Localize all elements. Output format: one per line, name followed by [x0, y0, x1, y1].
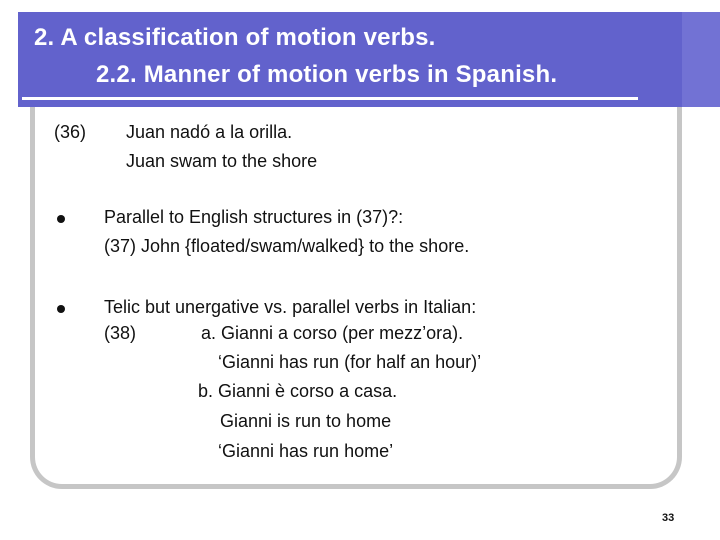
example-38-gloss-b: ‘Gianni has run home’ [218, 441, 394, 461]
example-38-gloss-a: ‘Gianni has run (for half an hour)’ [218, 352, 482, 372]
bullet-2-text: Telic but unergative vs. parallel verbs in Italian: [104, 297, 477, 317]
title-underline [22, 97, 638, 100]
bullet-1-example: (37) John {floated/swam/walked} to the shore. [104, 236, 470, 256]
slide-title-line2: 2.2. Manner of motion verbs in Spanish. [96, 61, 558, 88]
example-38-literal-b: Gianni is run to home [220, 411, 392, 431]
example-38-number: (38) [104, 323, 137, 343]
example-36-english: Juan swam to the shore [126, 151, 318, 171]
title-bar-edge [682, 12, 720, 107]
example-36-spanish: Juan nadó a la orilla. [126, 122, 293, 142]
example-36-number: (36) [54, 122, 87, 142]
slide-title-line1: 2. A classification of motion verbs. [34, 24, 436, 51]
bullet-1-text: Parallel to English structures in (37)?: [104, 207, 404, 227]
bullet-1-dot [57, 215, 65, 223]
example-38-line-b: b. Gianni è corso a casa. [198, 381, 398, 401]
bullet-2-dot [57, 305, 65, 313]
example-38-line-a: a. Gianni a corso (per mezz’ora). [201, 323, 464, 343]
page-number: 33 [662, 512, 675, 524]
